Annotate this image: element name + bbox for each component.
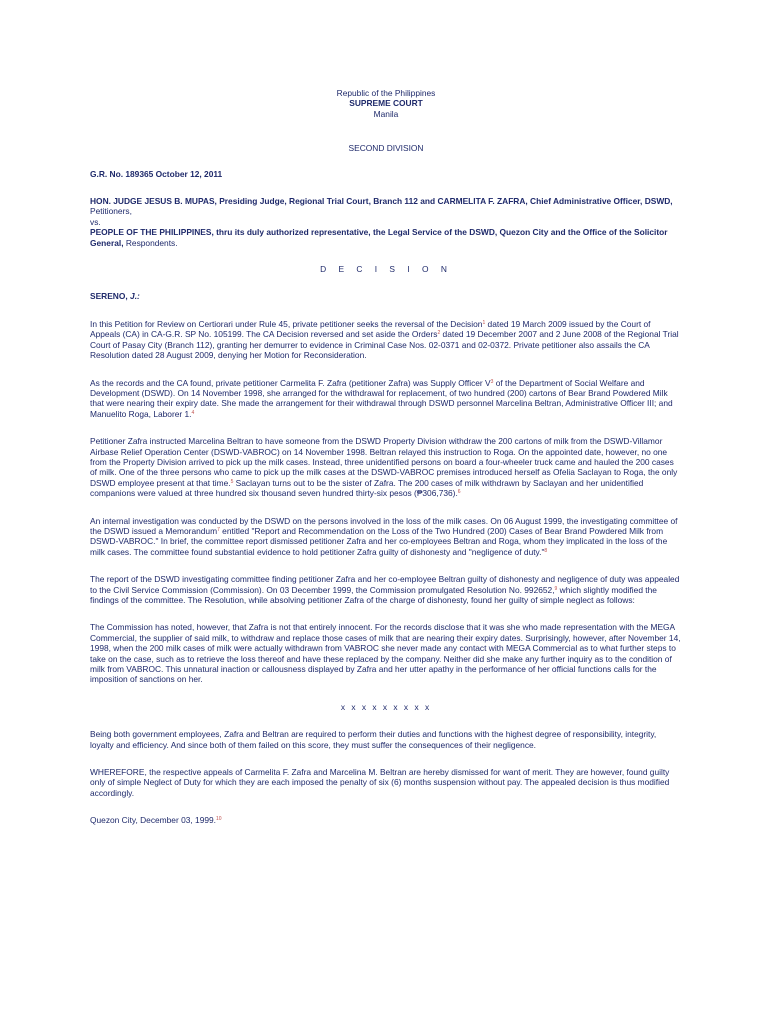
case-number: G.R. No. 189365 October 12, 2011: [90, 168, 223, 179]
paragraph-text: dated 19 December 2007 and 2 June 2008 of the Regional Trial Court of Pasay City (Branch 112), granting her demurrer to evidence in Criminal Case Nos. 02-0371 and 02-0372. Private petitioner also assails the CA Resolution dated 28 August 2009, denying her Motion for Reconsideration.: [90, 329, 679, 361]
paragraph-3: [90, 436, 682, 498]
ponente-suffix: J.:: [127, 291, 140, 302]
paragraph-text: Quezon City, December 03, 1999.: [90, 815, 217, 826]
versus: vs.: [90, 216, 101, 227]
paragraph-text: In this Petition for Review on Certiorari under Rule 45, private petitioner seeks the reversal of the Decision: [90, 318, 483, 329]
footnote-ref[interactable]: 4: [191, 409, 195, 416]
paragraph-text: of the Department of Social Welfare and Development (DSWD). On 14 November 1998, she arranged for the withdrawal for replacement, of two hundred (200) cartons of Bear Brand Powdered Milk that were nearing their expiry date. She made the arrangement for their withdrawal through DSWD personnel Marcelina Beltran, Administrative Officer III; and Manuelito Roga, Laborer 1.: [90, 377, 673, 419]
respondents-label: Respondents.: [123, 237, 178, 248]
paragraph-2: [90, 378, 682, 420]
court-name: SUPREME COURT: [349, 98, 423, 109]
paragraph-text: As the records and the CA found, private petitioner Carmelita F. Zafra (petitioner Zafra) was Supply Officer V: [90, 377, 491, 388]
document-header: [90, 88, 682, 154]
petitioners-names: HON. JUDGE JESUS B. MUPAS, Presiding Judge, Regional Trial Court, Branch 112 and CARMELITA F. ZAFRA, Chief Administrative Officer, DSWD,: [90, 196, 673, 207]
respondents-names: PEOPLE OF THE PHILIPPINES, thru its duly authorized representative, the Legal Service of the DSWD, Quezon City and the Office of the Solicitor General,: [90, 227, 668, 248]
footnote-ref[interactable]: 8: [544, 547, 548, 554]
court-location: Manila: [373, 108, 399, 119]
petitioners: [90, 196, 682, 217]
paragraph-4: [90, 516, 682, 558]
paragraph-5: [90, 574, 682, 605]
paragraph-text: which slightly modified the findings of the committee. The Resolution, while absolving petitioner Zafra of the charge of dishonesty, found her guilty of simple neglect as follows:: [90, 584, 657, 605]
footnote-ref[interactable]: 7: [217, 526, 220, 533]
footnote-ref[interactable]: 9: [554, 585, 558, 592]
petitioners-label: Petitioners,: [90, 206, 132, 217]
footnote-ref[interactable]: 10: [216, 816, 222, 823]
quoted-paragraph-3: WHEREFORE, the respective appeals of Carmelita F. Zafra and Marcelina M. Beltran are hereby dismissed for want of merit. They are however, found guilty only of simple Neglect of Duty for which they are each imposed the penalty of six (6) months suspension without pay. The appealed decision is thus modified accordingly.: [90, 767, 670, 798]
quoted-paragraph-2: Being both government employees, Zafra and Beltran are required to perform their duties and functions with the highest degree of responsibility, integrity, loyalty and efficiency. And since both of them failed on this score, they must suffer the consequences of their negligence.: [90, 729, 657, 750]
division-name: SECOND DIVISION: [348, 143, 424, 154]
footnote-ref[interactable]: 5: [230, 478, 234, 485]
paragraph-text: Petitioner Zafra instructed Marcelina Beltran to have someone from the DSWD Property Division withdraw the 200 cartons of milk from the DSWD-Villamor Airbase Relief Operation Center (DSWD-VABROC) on 14 November 1998. Beltran relayed this instruction to Roga. On the appointed date, however, no one from the Property Division arrived to pick up the milk cases. Instead, three unidentified persons on board a four-wheeler truck came and hauled the 200 cases of milk. One of the three persons who came to pick up the milk cases at the DSWD-VABROC premises introduced herself as Ofelia Saclayan to Roga, the only DSWD employee present at that time.: [90, 436, 678, 488]
case-parties: [90, 196, 682, 248]
respondents: [90, 227, 682, 248]
paragraph-text: dated 19 March 2009 issued by the Court of Appeals (CA) in CA-G.R. SP No. 105199. The CA Decision reversed and set aside the Orders: [90, 318, 651, 340]
ponente: [90, 291, 682, 301]
republic-line: Republic of the Philippines: [336, 88, 436, 98]
footnote-ref[interactable]: 3: [490, 378, 494, 385]
ellipsis-separator: x x x x x x x x x: [340, 701, 432, 712]
decision-title: D E C I S I O N: [320, 264, 452, 275]
ponente-name: SERENO,: [90, 291, 128, 302]
paragraph-text: An internal investigation was conducted by the DSWD on the persons involved in the loss of the milk cases. On 06 August 1999, the investigating committee of the DSWD issued a Memorandum: [90, 515, 678, 536]
paragraph-1: [90, 319, 682, 361]
footnote-ref[interactable]: 2: [437, 330, 441, 337]
paragraph-text: Saclayan turns out to be the sister of Zafra. The 200 cases of milk withdrawn by Saclayan and her unidentified companions were valued at three hundred six thousand seven hundred thirty-six pesos (₱306,736).: [90, 477, 644, 499]
quoted-date-line: [90, 815, 682, 825]
paragraph-text: The report of the DSWD investigating committee finding petitioner Zafra and her co-employee Beltran guilty of dishonesty and negligence of duty was appealed to the Civil Service Commission (Commission). On 03 December 1999, the Commission promulgated Resolution No. 992652,: [90, 574, 680, 595]
paragraph-text: entitled "Report and Recommendation on the Loss of the Two Hundred (200) Cases of Bear Brand Powdered Milk from DSWD-VABROC." In brief, the committee report dismissed petitioner Zafra and her co-employees Beltran and Roga, whom they implicated in the loss of the milk cases. The committee found substantial evidence to hold petitioner Zafra guilty of dishonesty and "negligence of duty.": [90, 525, 668, 557]
footnote-ref[interactable]: 1: [482, 319, 486, 326]
quoted-paragraph-1: The Commission has noted, however, that Zafra is not that entirely innocent. For the records disclose that it was she who made representation with the MEGA Commercial, the supplier of said milk, to withdraw and replace those cases of milk that are nearing their expiry dates. Surprisingly, however, after November 14, 1998, when the 200 milk cases of milk were actually withdrawn from VABROC she never made any contact with MEGA Commercial as to what further steps to take on the case, such as to retrieve the loss thereof and have these replaced by the company. Neither did she make any further inquiry as to the condition of milk from VABROC. This unnatural inaction or callousness displayed by Zafra and her utter apathy in the performance of her official functions calls for the imposition of sanctions on her.: [90, 622, 681, 685]
footnote-ref[interactable]: 6: [457, 489, 461, 496]
